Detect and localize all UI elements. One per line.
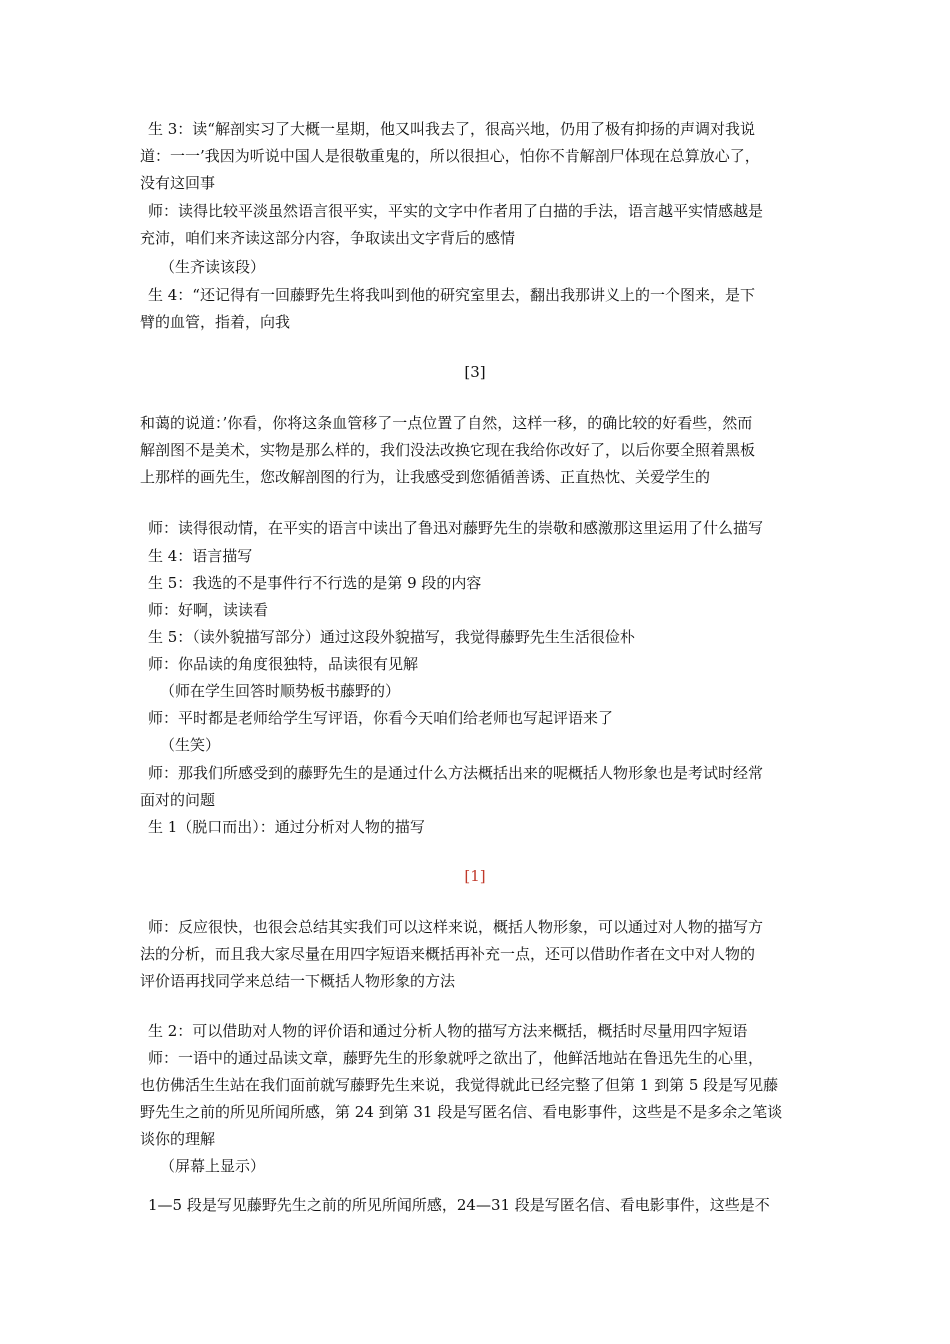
text-line: 师：读得比较平淡虽然语言很平实，平实的文字中作者用了白描的手法，语言越平实情感越是	[148, 202, 764, 220]
text-line: 没有这回事	[140, 174, 216, 192]
text-line: 评价语再找同学来总结一下概括人物形象的方法	[140, 972, 456, 990]
text-line: 生 1（脱口而出）：通过分析对人物的描写	[148, 818, 425, 836]
text-line: （屏幕上显示）	[160, 1157, 266, 1175]
text-line: 道：一一’我因为听说中国人是很敬重鬼的，所以很担心，怕你不肯解剖尸体现在总算放心了，	[140, 147, 760, 165]
text-line: 师：好啊，读读看	[148, 601, 269, 619]
text-line: 臂的血管，指着，向我	[140, 313, 291, 331]
text-line: 面对的问题	[140, 791, 216, 809]
text-line: 师：你品读的角度很独特，品读很有见解	[148, 655, 419, 673]
text-line: 也仿佛活生生站在我们面前就写藤野先生来说，我觉得就此已经完整了但第 1 到第 5 段是写见藤	[140, 1076, 779, 1094]
text-line: 生 4：语言描写	[148, 547, 253, 565]
text-line: 上那样的画先生，您改解剖图的行为，让我感受到您循循善诱、正直热忱、关爱学生的	[140, 468, 711, 486]
text-line: 生 5：（读外貌描写部分）通过这段外貌描写，我觉得藤野先生生活很俭朴	[148, 628, 635, 646]
text-line: （师在学生回答时顺势板书藤野的）	[160, 682, 401, 700]
text-line: 生 4：“还记得有一回藤野先生将我叫到他的研究室里去，翻出我那讲义上的一个图来，是下	[148, 286, 755, 304]
page-marker: [3]	[464, 363, 486, 381]
text-line: 谈你的理解	[140, 1130, 216, 1148]
text-line: （生笑）	[160, 736, 221, 754]
text-line: 法的分析，而且我大家尽量在用四字短语来概括再补充一点，还可以借助作者在文中对人物的	[140, 945, 756, 963]
text-line: 野先生之前的所见所闻所感，第 24 到第 31 段是写匿名信、看电影事件，这些是不是多余之笔谈	[140, 1103, 783, 1121]
text-line: 和蔼的说道：’你看，你将这条血管移了一点位置了自然，这样一移，的确比较的好看些，然而	[140, 414, 753, 432]
text-line: 师：读得很动情，在平实的语言中读出了鲁迅对藤野先生的崇敬和感激那这里运用了什么描写	[148, 519, 764, 537]
page-marker: [1]	[464, 867, 486, 885]
text-line: 师：那我们所感受到的藤野先生的是通过什么方法概括出来的呢概括人物形象也是考试时经常	[148, 764, 764, 782]
text-line: 充沛，咱们来齐读这部分内容，争取读出文字背后的感情	[140, 229, 516, 247]
text-line: 解剖图不是美术，实物是那么样的，我们没法改换它现在我给你改好了，以后你要全照着黑板	[140, 441, 756, 459]
text-line: 师：一语中的通过品读文章，藤野先生的形象就呼之欲出了，他鲜活地站在鲁迅先生的心里，	[148, 1049, 764, 1067]
text-line: 师：平时都是老师给学生写评语，你看今天咱们给老师也写起评语来了	[148, 709, 614, 727]
text-line: 生 2：可以借助对人物的评价语和通过分析人物的描写方法来概括，概括时尽量用四字短语	[148, 1022, 748, 1040]
text-line: 生 3：读“解剖实习了大概一星期，他又叫我去了，很高兴地，仍用了极有抑扬的声调对我说	[148, 120, 755, 138]
text-line: （生齐读该段）	[160, 258, 266, 276]
text-line: 生 5：我选的不是事件行不行选的是第 9 段的内容	[148, 574, 482, 592]
text-line: 师：反应很快，也很会总结其实我们可以这样来说，概括人物形象，可以通过对人物的描写方	[148, 918, 764, 936]
text-line: 1—5 段是写见藤野先生之前的所见所闻所感，24—31 段是写匿名信、看电影事件，这些是不	[148, 1196, 770, 1214]
